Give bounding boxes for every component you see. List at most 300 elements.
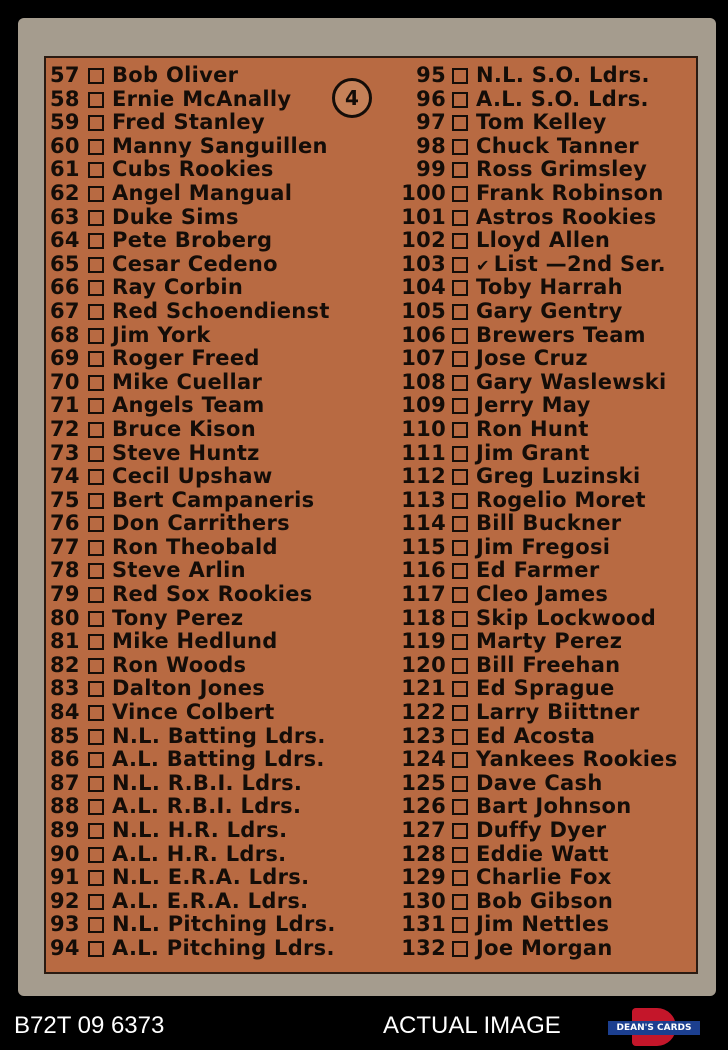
checklist-row (398, 772, 698, 796)
player-name: Dalton Jones (112, 676, 266, 701)
card-number: 60 (50, 133, 80, 158)
actual-image-label: ACTUAL IMAGE (383, 1012, 561, 1039)
checklist-row (50, 937, 370, 961)
player-name: Bill Buckner (476, 511, 622, 536)
card-number: 120 (401, 652, 446, 677)
card-number: 87 (50, 770, 80, 795)
player-name: A.L. E.R.A. Ldrs. (112, 888, 309, 913)
card-number: 83 (50, 676, 80, 701)
player-name: Bert Campaneris (112, 487, 315, 512)
card-number: 74 (50, 464, 80, 489)
player-name: Red Sox Rookies (112, 582, 313, 607)
checklist-row (50, 536, 370, 560)
player-name: Jim York (112, 322, 211, 347)
player-name: Jim Grant (476, 440, 590, 465)
checkbox-square (88, 186, 104, 202)
player-name: N.L. H.R. Ldrs. (112, 818, 288, 842)
checkbox-square (452, 139, 468, 155)
checkbox-square (452, 115, 468, 131)
card-number: 86 (50, 747, 80, 772)
checklist-row (398, 135, 698, 159)
card-number: 117 (401, 582, 446, 607)
checkbox-square (452, 280, 468, 296)
player-name: Toby Harrah (476, 275, 623, 300)
checkbox-square (88, 375, 104, 391)
checklist-row (398, 866, 698, 890)
checklist-row (398, 276, 698, 300)
player-name: Bruce Kison (112, 416, 256, 441)
card-number: 75 (50, 487, 80, 512)
checklist-row (50, 418, 370, 442)
checklist-row (50, 394, 370, 418)
card-number: 106 (401, 322, 446, 347)
checklist-row (50, 512, 370, 536)
player-name: N.L. Pitching Ldrs. (112, 912, 336, 937)
left-column (50, 64, 370, 961)
checkbox-square (88, 917, 104, 933)
checkbox-square (88, 469, 104, 485)
checkbox-square (452, 186, 468, 202)
player-name: Don Carrithers (112, 511, 290, 536)
checklist-row (50, 866, 370, 890)
player-name: Angel Mangual (112, 180, 293, 205)
checkbox-square (452, 752, 468, 768)
checkbox-square (452, 469, 468, 485)
player-name: Mike Cuellar (112, 369, 263, 394)
checklist-row (398, 371, 698, 395)
checklist-row (50, 158, 370, 182)
checklist-row (50, 795, 370, 819)
player-name: Chuck Tanner (476, 133, 639, 158)
player-name: Ron Theobald (112, 534, 278, 559)
checkbox-square (88, 705, 104, 721)
checklist-row (50, 843, 370, 867)
checkbox-square (452, 917, 468, 933)
checklist-row (50, 677, 370, 701)
player-name: A.L. Batting Ldrs. (112, 747, 325, 772)
player-name: Ed Sprague (476, 676, 615, 701)
player-name: Duke Sims (112, 204, 239, 229)
card-number: 129 (401, 865, 446, 890)
checkbox-square (88, 493, 104, 509)
checklist-row (50, 819, 370, 843)
deans-cards-logo (608, 1008, 700, 1046)
player-name: Pete Broberg (112, 228, 273, 253)
checkbox-square (88, 446, 104, 462)
card-number: 128 (401, 841, 446, 866)
player-name: N.L. Batting Ldrs. (112, 723, 326, 748)
checklist-row (50, 489, 370, 513)
card-number: 91 (50, 865, 80, 890)
checkbox-square (88, 799, 104, 815)
card-number: 121 (401, 676, 446, 701)
checkbox-square (88, 422, 104, 438)
card-number: 95 (416, 63, 446, 87)
card-number: 92 (50, 888, 80, 913)
player-name: Lloyd Allen (476, 228, 611, 253)
card-number: 90 (50, 841, 80, 866)
checkbox-square (452, 870, 468, 886)
checkbox-square (88, 516, 104, 532)
checklist-row (50, 630, 370, 654)
card-number: 58 (50, 86, 80, 111)
card-number: 88 (50, 794, 80, 819)
card-number: 110 (401, 416, 446, 441)
checklist-row (398, 795, 698, 819)
checklist-row (50, 324, 370, 348)
checkbox-square (88, 210, 104, 226)
checklist-row (398, 937, 698, 961)
checkbox-square (452, 493, 468, 509)
checklist-row (398, 559, 698, 583)
card-number: 70 (50, 369, 80, 394)
player-name: Rogelio Moret (476, 487, 646, 512)
card-number: 122 (401, 700, 446, 725)
card-number: 97 (416, 110, 446, 135)
card-number: 109 (401, 393, 446, 418)
checklist-row (398, 630, 698, 654)
card-number: 82 (50, 652, 80, 677)
checklist-row (398, 442, 698, 466)
player-name: Charlie Fox (476, 865, 612, 890)
card-number: 99 (416, 157, 446, 182)
checkbox-square (88, 776, 104, 792)
checkbox-square (88, 328, 104, 344)
checkbox-square (88, 304, 104, 320)
checkbox-square (452, 563, 468, 579)
player-name: Astros Rookies (476, 204, 657, 229)
checklist-row (50, 559, 370, 583)
card-number: 80 (50, 605, 80, 630)
card-number: 101 (401, 204, 446, 229)
player-name: Steve Huntz (112, 440, 260, 465)
card-number: 72 (50, 416, 80, 441)
checkbox-square (88, 847, 104, 863)
checkbox-square (88, 540, 104, 556)
card-number: 85 (50, 723, 80, 748)
checklist-row (50, 300, 370, 324)
card-number: 68 (50, 322, 80, 347)
checklist-row (398, 88, 698, 112)
checklist-row (50, 701, 370, 725)
checklist-row (398, 819, 698, 843)
checkbox-square (452, 162, 468, 178)
checkbox-square (88, 139, 104, 155)
checkbox-square (88, 658, 104, 674)
checkbox-square (88, 681, 104, 697)
player-name: Gary Waslewski (476, 369, 667, 394)
checkbox-square (88, 611, 104, 627)
player-name: Gary Gentry (476, 298, 623, 323)
player-name: Ron Hunt (476, 416, 589, 441)
player-name: Ray Corbin (112, 275, 244, 300)
player-name: Eddie Watt (476, 841, 609, 866)
card-number: 104 (401, 275, 446, 300)
player-name: Marty Perez (476, 629, 623, 654)
checklist-row (398, 158, 698, 182)
player-name: Ed Acosta (476, 723, 596, 748)
card-number: 115 (401, 534, 446, 559)
checkbox-square (452, 304, 468, 320)
checkbox-square (452, 328, 468, 344)
checklist-row (398, 512, 698, 536)
card-number: 124 (401, 747, 446, 772)
card-number: 66 (50, 275, 80, 300)
player-name: Ernie McAnally (112, 86, 292, 111)
checkbox-square (452, 941, 468, 957)
checkbox-square (88, 115, 104, 131)
checkbox-square (452, 398, 468, 414)
checkbox-square (452, 233, 468, 249)
checkbox-square (88, 92, 104, 108)
player-name: Cecil Upshaw (112, 464, 273, 489)
card-number: 102 (401, 228, 446, 253)
checkbox-square (88, 233, 104, 249)
checklist-row (50, 890, 370, 914)
player-name: Angels Team (112, 393, 265, 418)
checkbox-square (452, 658, 468, 674)
checklist-row (398, 300, 698, 324)
card-number: 116 (401, 558, 446, 583)
checkmark-icon: ✔ (476, 255, 490, 275)
card-number: 111 (401, 440, 446, 465)
card-number: 62 (50, 180, 80, 205)
player-name: Fred Stanley (112, 110, 265, 135)
player-name: Steve Arlin (112, 558, 246, 583)
player-name: List —2nd Ser. (493, 251, 666, 276)
player-name: A.L. H.R. Ldrs. (112, 841, 287, 866)
checkbox-square (452, 634, 468, 650)
checkbox-square (452, 516, 468, 532)
checklist-row (398, 465, 698, 489)
checkbox-square (88, 941, 104, 957)
checklist-row (50, 583, 370, 607)
checklist-row (398, 489, 698, 513)
checklist-row (398, 253, 698, 277)
card-number: 61 (50, 157, 80, 182)
player-name: Jose Cruz (476, 346, 588, 371)
checkbox-square (452, 799, 468, 815)
card-number: 125 (401, 770, 446, 795)
player-name: Tom Kelley (476, 110, 607, 135)
card-number: 65 (50, 251, 80, 276)
checkbox-square (452, 540, 468, 556)
player-name: Dave Cash (476, 770, 603, 795)
checkbox-square (452, 257, 468, 273)
checklist-row (398, 654, 698, 678)
card-number: 67 (50, 298, 80, 323)
player-name: A.L. Pitching Ldrs. (112, 935, 335, 960)
player-name: Bart Johnson (476, 794, 632, 819)
checklist-row (398, 583, 698, 607)
checklist-row (398, 418, 698, 442)
checkbox-square (88, 351, 104, 367)
player-name: N.L. R.B.I. Ldrs. (112, 770, 303, 795)
checkbox-square (452, 894, 468, 910)
checkbox-square (452, 705, 468, 721)
player-name: Ron Woods (112, 652, 247, 677)
checkbox-square (88, 729, 104, 745)
player-name: Red Schoendienst (112, 298, 330, 323)
player-name: Cubs Rookies (112, 157, 274, 182)
card-number: 69 (50, 346, 80, 371)
card-number: 103 (401, 251, 446, 276)
player-name: Duffy Dyer (476, 818, 607, 842)
checkbox-square (88, 587, 104, 603)
checkbox-square (452, 776, 468, 792)
checklist-row (50, 182, 370, 206)
card-number: 130 (401, 888, 446, 913)
checklist-panel (44, 56, 698, 974)
checklist-row (398, 890, 698, 914)
checklist-row (50, 229, 370, 253)
card-number: 107 (401, 346, 446, 371)
checklist-row (50, 748, 370, 772)
checklist-row (398, 701, 698, 725)
player-name: N.L. E.R.A. Ldrs. (112, 865, 310, 890)
checklist-row (50, 772, 370, 796)
checklist-row (50, 206, 370, 230)
checkbox-square (452, 422, 468, 438)
player-name: Cesar Cedeno (112, 251, 278, 276)
player-name: Bill Freehan (476, 652, 621, 677)
inventory-code: B72T 09 6373 (14, 1012, 165, 1039)
checklist-row (50, 913, 370, 937)
checkbox-square (452, 681, 468, 697)
checkbox-square (88, 162, 104, 178)
checklist-row (398, 324, 698, 348)
checklist-row (50, 371, 370, 395)
checklist-row (50, 465, 370, 489)
player-name: Bob Oliver (112, 63, 239, 87)
player-name: Ed Farmer (476, 558, 600, 583)
card-number: 131 (401, 912, 446, 937)
checkbox-square (452, 823, 468, 839)
card-number: 105 (401, 298, 446, 323)
card-number: 112 (401, 464, 446, 489)
checklist-row (50, 88, 370, 112)
card-number: 89 (50, 818, 80, 842)
checklist-row (50, 64, 370, 88)
checklist-row (398, 607, 698, 631)
player-name: Brewers Team (476, 322, 646, 347)
checklist-row (398, 229, 698, 253)
checklist-row (50, 442, 370, 466)
player-name: Ross Grimsley (476, 157, 648, 182)
checklist-row (398, 748, 698, 772)
player-name: Cleo James (476, 582, 609, 607)
player-name: Roger Freed (112, 346, 260, 371)
card-number: 77 (50, 534, 80, 559)
card-number: 81 (50, 629, 80, 654)
card-number: 98 (416, 133, 446, 158)
card-number: 64 (50, 228, 80, 253)
checklist-row (398, 111, 698, 135)
checklist-row (398, 206, 698, 230)
checkbox-square (452, 92, 468, 108)
card-number: 113 (401, 487, 446, 512)
card-number: 78 (50, 558, 80, 583)
checklist-row (50, 607, 370, 631)
player-name: Jim Fregosi (476, 534, 611, 559)
checkbox-square (452, 611, 468, 627)
checkbox-square (452, 210, 468, 226)
player-name: A.L. S.O. Ldrs. (476, 86, 649, 111)
card-number: 79 (50, 582, 80, 607)
card-number: 123 (401, 723, 446, 748)
right-column (398, 64, 698, 961)
checkbox-square (88, 870, 104, 886)
player-name: Joe Morgan (476, 935, 613, 960)
player-name: Larry Biittner (476, 700, 640, 725)
checklist-row (50, 654, 370, 678)
checklist-row (398, 843, 698, 867)
checkbox-square (88, 823, 104, 839)
checkbox-square (88, 563, 104, 579)
checkbox-square (452, 351, 468, 367)
checklist-row (50, 253, 370, 277)
checklist-row (398, 394, 698, 418)
card-number: 63 (50, 204, 80, 229)
checkbox-square (452, 446, 468, 462)
card-number: 93 (50, 912, 80, 937)
checkbox-square (88, 752, 104, 768)
checklist-row (398, 536, 698, 560)
card-number: 59 (50, 110, 80, 135)
player-name: A.L. R.B.I. Ldrs. (112, 794, 302, 819)
checklist-row (398, 182, 698, 206)
logo-text: DEAN'S CARDS (608, 1021, 700, 1035)
player-name: Tony Perez (112, 605, 244, 630)
checklist-row (398, 347, 698, 371)
player-name: Jim Nettles (476, 912, 610, 937)
checkbox-square (452, 587, 468, 603)
card-number: 76 (50, 511, 80, 536)
checklist-row (398, 913, 698, 937)
card-number: 84 (50, 700, 80, 725)
card-number: 57 (50, 63, 80, 87)
checklist-row (50, 111, 370, 135)
player-name: Frank Robinson (476, 180, 664, 205)
card-number: 127 (401, 818, 446, 842)
card-number: 132 (401, 935, 446, 960)
card-number: 108 (401, 369, 446, 394)
card-number: 100 (401, 180, 446, 205)
checkbox-square (88, 894, 104, 910)
card-number: 94 (50, 935, 80, 960)
card-number-badge: 4 (332, 78, 372, 118)
card-number: 96 (416, 86, 446, 111)
checkbox-square (88, 634, 104, 650)
player-name: Jerry May (476, 393, 591, 418)
checklist-row (50, 725, 370, 749)
card-number: 71 (50, 393, 80, 418)
footer-bar (0, 1004, 728, 1050)
player-name: N.L. S.O. Ldrs. (476, 63, 650, 87)
checkbox-square (452, 375, 468, 391)
checkbox-square (88, 280, 104, 296)
card-number: 73 (50, 440, 80, 465)
card-number: 118 (401, 605, 446, 630)
checklist-row (50, 135, 370, 159)
checkbox-square (88, 257, 104, 273)
card-number: 114 (401, 511, 446, 536)
player-name: Mike Hedlund (112, 629, 278, 654)
checkbox-square (88, 398, 104, 414)
card-number: 119 (401, 629, 446, 654)
checklist-row (398, 677, 698, 701)
player-name: Skip Lockwood (476, 605, 657, 630)
